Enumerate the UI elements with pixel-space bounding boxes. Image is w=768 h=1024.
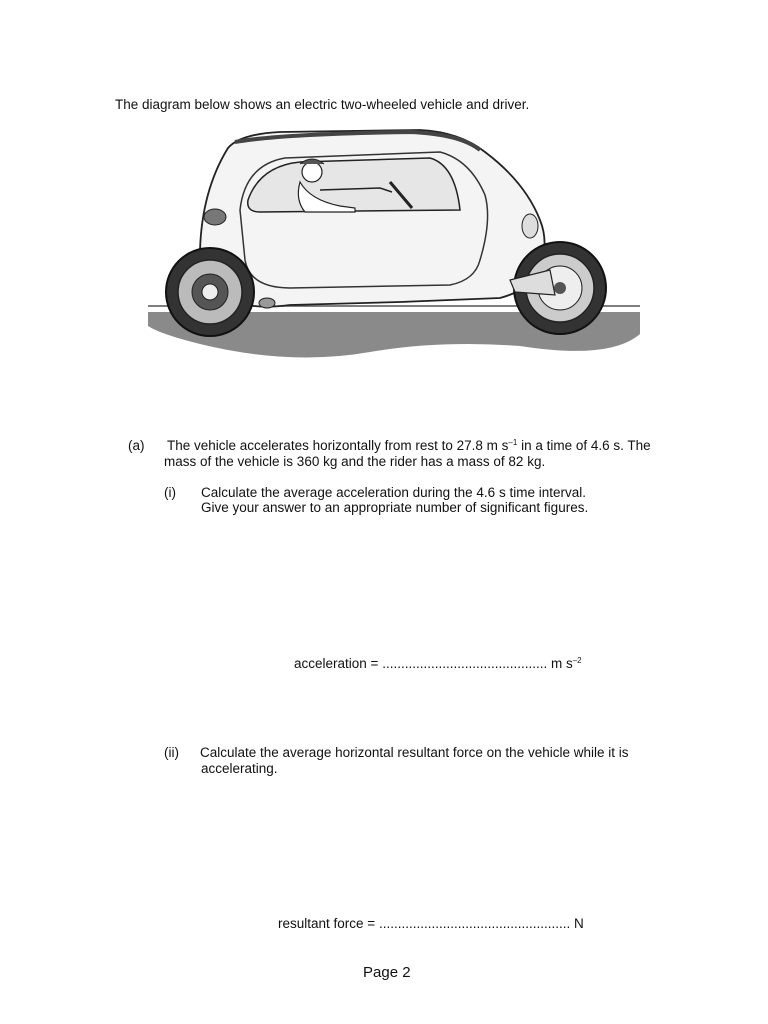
part-a-text-line1: The vehicle accelerates horizontally from rest to 27.8 m $s^{-1}$ in a time of 4.6 s. The [167, 438, 651, 453]
part-ii-label: (ii) [164, 745, 179, 760]
part-a-label: (a) [128, 438, 145, 453]
part-ii-text-line1: Calculate the average horizontal resultant force on the vehicle while it is [200, 745, 629, 760]
vehicle-diagram [140, 120, 650, 370]
part-i-text-line1: Calculate the average acceleration during the 4.6 s time interval. [201, 485, 586, 500]
intro-text: The diagram below shows an electric two-wheeled vehicle and driver. [115, 97, 530, 112]
resultant-force-answer-line[interactable]: resultant force = ................................................... N [278, 916, 584, 931]
part-a-text-line2: mass of the vehicle is 360 kg and the rider has a mass of 82 kg. [164, 454, 546, 469]
part-i-text-line2: Give your answer to an appropriate number of significant figures. [201, 500, 589, 515]
part-i-label: (i) [164, 485, 176, 500]
page-number: Page 2 [363, 964, 411, 981]
part-ii-text-line2: accelerating. [201, 761, 278, 776]
acceleration-answer-line[interactable]: acceleration = ............................................ m $s^{-2}$ [294, 656, 582, 671]
